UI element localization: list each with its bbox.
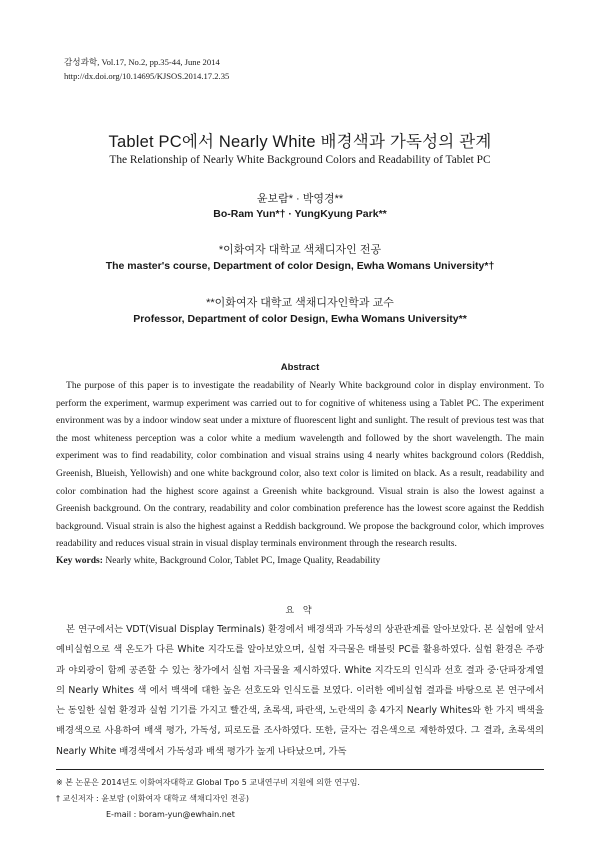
affiliation-1-korean: *이화여자 대학교 색채디자인 전공 <box>218 244 382 256</box>
affiliation-1-english: The master's course, Department of color Design, Ewha Womans University*† <box>105 260 495 272</box>
affiliation-2-korean: **이화여자 대학교 색채디자인학과 교수 <box>206 297 394 309</box>
abstract-heading: Abstract <box>280 362 320 373</box>
abstract-body: The purpose of this paper is to investigate the readability of Nearly White background color in display environment. To perform the experiment, warmup experiment was carried out to for cognitive of whiteness using a Tablet PC. The experiment environment was by a indoor window seat under a mixture of fluorescent light and sunlight. The result of previous test was that the most whiteness perception was a color white a medium wavelength and followed by the short wavelength. The main experiment was to find readability, color combination and visual strains using 4 nearly whites background colors (Reddish, Greenish, Blueish, Yellowish) and one white background color, also text color is limited on black. As a result, readability and color combination had the highest score against a Greenish white background. Visual strain is also the lowest against a Greenish background. On the contrary, readability and color combination preference has the lowest score against the Reddish background. Visual strain is also the highest against a Reddish background. We propose the background color, which improves readability and reduces visual strain in visual display terminals environment through the research results. <box>56 380 544 550</box>
authors-english: Bo-Ram Yun*† · YungKyung Park** <box>213 208 387 220</box>
summary-body: 본 연구에서는 VDT(Visual Display Terminals) 환경에서 배경색과 가독성의 상관관계를 알아보았다. 본 실험에 앞서 예비실험으로 색 온도가 다른 White 지각도를 알아보았으며, 실험 자극물은 태블릿 PC를 활용하였다. 실험 환경은 주광과 야외광이 함께 공존할 수 있는 창가에서 실험 자극물을 제시하였다. White 지각도의 인식과 선호 결과 중·단파장계열의 Nearly Whites 색 에서 백색에 대한 높은 선호도와 인식도를 보였다. 이러한 예비실험 결과를 바탕으로 본 연구에서는 동일한 실험 환경과 실험 기기를 가지고 빨간색, 초록색, 파란색, 노란색의 총 4가지 Nearly Whites와 한 가지 백색을 배경색으로 사용하여 배색 평가, 가독성, 피로도를 조사하였다. 또한, 글자는 검은색으로 제한하였다. 그 결과, 초록색의 Nearly White 배경색에서 가독성과 배색 평가가 높게 나타났으며, 가독 <box>56 624 544 757</box>
paper-title-english: The Relationship of Nearly White Background Colors and Readability of Tablet PC <box>109 154 491 166</box>
journal-header <box>64 55 229 83</box>
paper-title-korean: Tablet PC에서 Nearly White 배경색과 가독성의 관계 <box>108 133 492 151</box>
keywords-line <box>56 555 544 566</box>
footnotes <box>56 775 360 823</box>
keywords-label: Key words: <box>56 555 103 566</box>
authors-korean: 윤보람* · 박영경** <box>256 193 344 205</box>
funding-note: ※ 본 논문은 2014년도 이화여자대학교 Global Tpo 5 교내연구비 지원에 의한 연구임. <box>56 778 360 787</box>
journal-citation: 감성과학, Vol.17, No.2, pp.35-44, June 2014 <box>64 57 220 67</box>
affiliation-2-english: Professor, Department of color Design, Ewha Womans University** <box>133 313 467 325</box>
summary-heading: 요 약 <box>285 606 315 616</box>
corresponding-author-note: † 교신저자 : 윤보람 (이화여자 대학교 색채디자인 전공) <box>56 794 250 803</box>
footnote-divider <box>56 769 544 770</box>
email-note[interactable]: E-mail : boram-yun@ewhain.net <box>106 810 235 819</box>
doi-link[interactable]: http://dx.doi.org/10.14695/KJSOS.2014.17.2.35 <box>64 71 230 81</box>
keywords-list: Nearly white, Background Color, Tablet PC, Image Quality, Readability <box>105 555 381 566</box>
